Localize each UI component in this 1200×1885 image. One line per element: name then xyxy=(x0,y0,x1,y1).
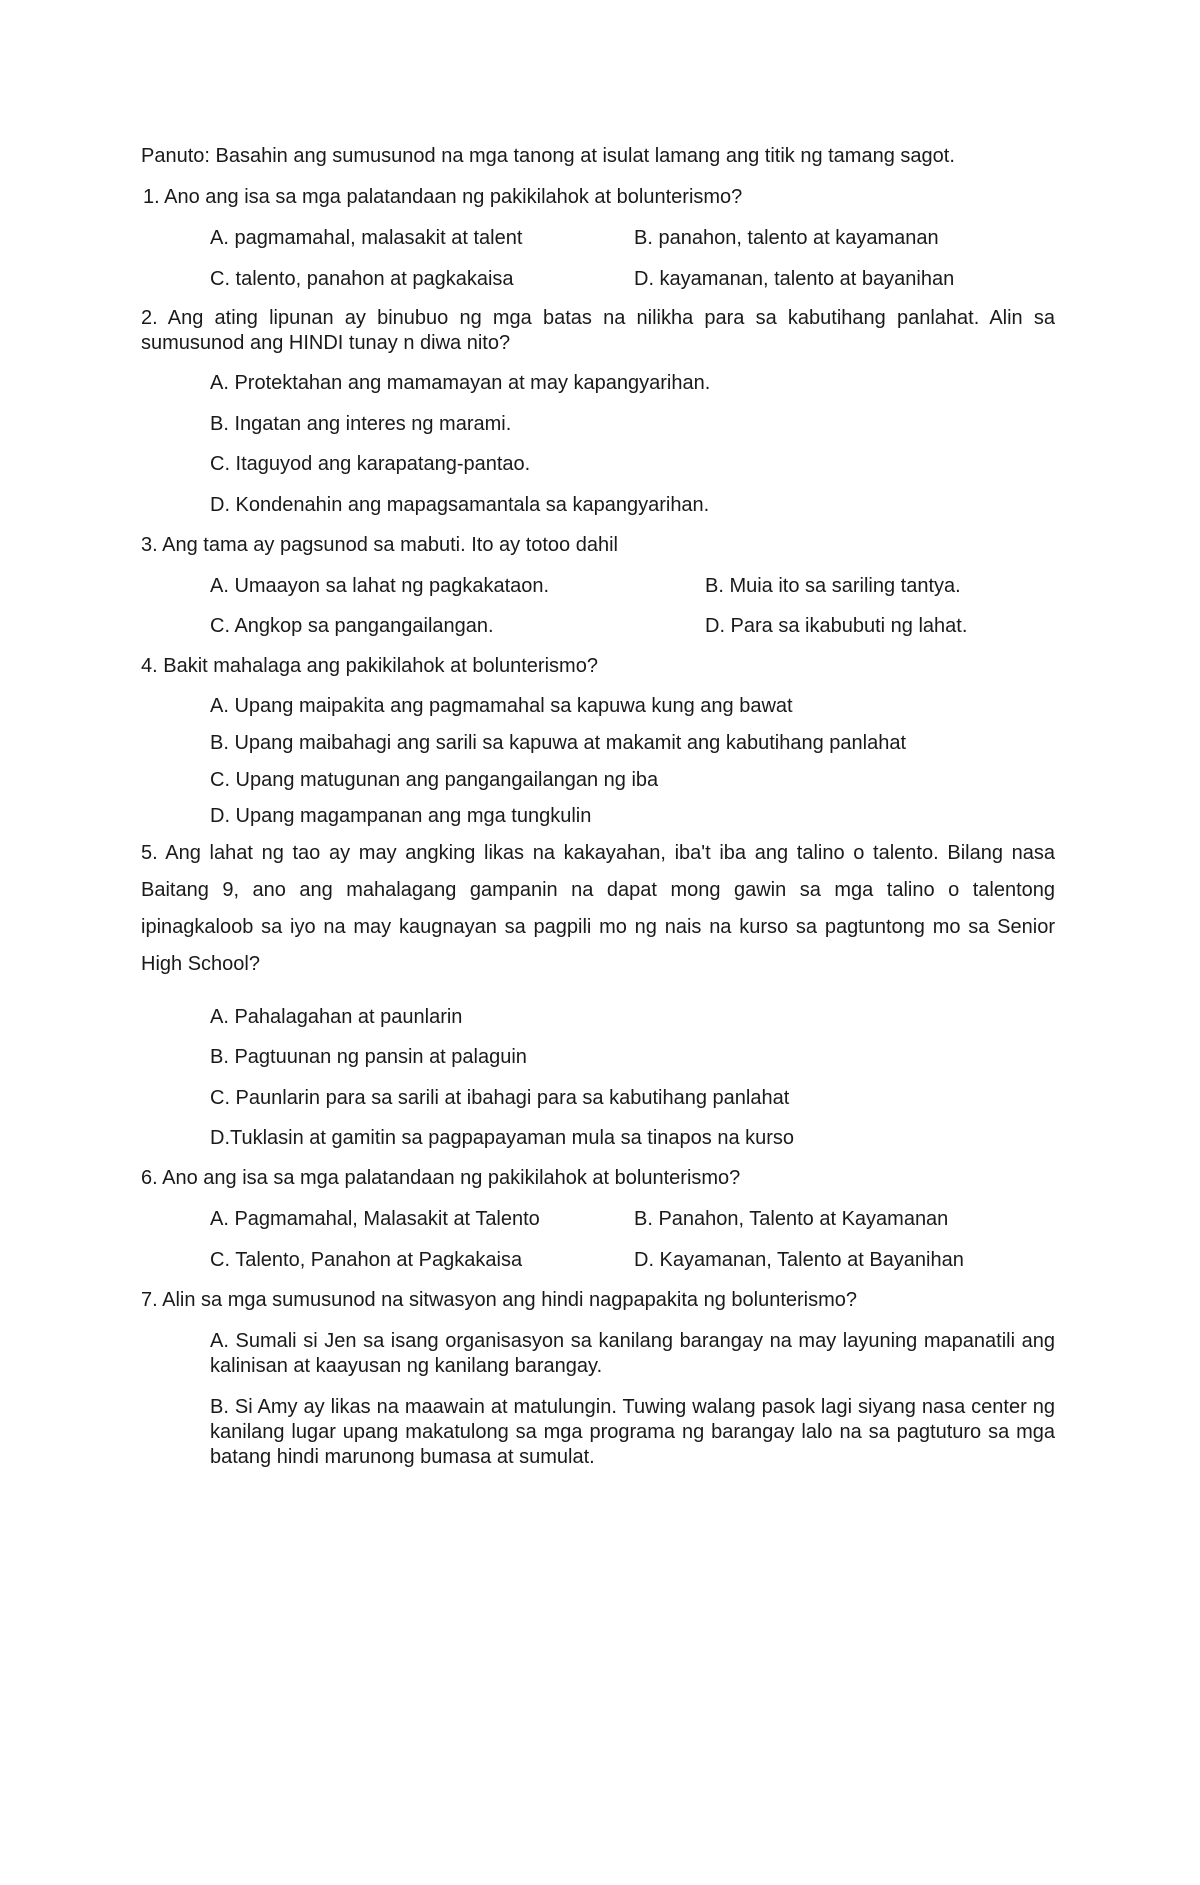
q4-choice-a: A. Upang maipakita ang pagmamahal sa kapuwa kung ang bawat xyxy=(210,695,793,717)
q2-choice-b: B. Ingatan ang interes ng marami. xyxy=(210,413,512,435)
q1-choice-b: B. panahon, talento at kayamanan xyxy=(634,227,939,249)
q6-choice-b: B. Panahon, Talento at Kayamanan xyxy=(634,1208,949,1230)
question-1: 1. Ano ang isa sa mga palatandaan ng pakikilahok at bolunterismo? xyxy=(143,186,743,208)
q6-choice-c: C. Talento, Panahon at Pagkakaisa xyxy=(210,1249,523,1271)
q6-choice-d: D. Kayamanan, Talento at Bayanihan xyxy=(634,1249,964,1271)
question-7: 7. Alin sa mga sumusunod na sitwasyon ang hindi nagpapakita ng bolunterismo? xyxy=(141,1289,858,1311)
q4-choice-c: C. Upang matugunan ang pangangailangan ng iba xyxy=(210,769,659,791)
q5-choice-c: C. Paunlarin para sa sarili at ibahagi para sa kabutihang panlahat xyxy=(210,1087,790,1109)
q2-choice-d: D. Kondenahin ang mapagsamantala sa kapangyarihan. xyxy=(210,494,710,516)
q4-choice-b: B. Upang maibahagi ang sarili sa kapuwa at makamit ang kabutihang panlahat xyxy=(210,732,906,754)
q7-choice-b: B. Si Amy ay likas na maawain at matulungin. Tuwing walang pasok lagi siyang nasa center ng kanilang lugar upang makatulong sa mga programa ng barangay lalo na sa pagtuturo sa mga batang hindi marunong bumasa at sumulat. xyxy=(210,1396,1055,1468)
q5-choice-a: A. Pahalagahan at paunlarin xyxy=(210,1006,463,1028)
q5-choice-d: D.Tuklasin at gamitin sa pagpapayaman mula sa tinapos na kurso xyxy=(210,1127,795,1149)
question-2: 2. Ang ating lipunan ay binubuo ng mga batas na nilikha para sa kabutihang panlahat. Alin sa sumusunod ang HINDI tunay n diwa nito? xyxy=(141,307,1055,354)
q3-choice-a: A. Umaayon sa lahat ng pagkakataon. xyxy=(210,575,550,597)
q2-choice-a: A. Protektahan ang mamamayan at may kapangyarihan. xyxy=(210,372,711,394)
q6-choice-a: A. Pagmamahal, Malasakit at Talento xyxy=(210,1208,540,1230)
question-5: 5. Ang lahat ng tao ay may angking likas na kakayahan, iba't iba ang talino o talento. Bilang nasa Baitang 9, ano ang mahalagang gampanin na dapat mong gawin sa mga talino o talentong ipinagkaloob sa iyo na may kaugnayan sa pagpili mo ng nais na kurso sa pagtuntong mo sa Senior High School? xyxy=(141,842,1055,975)
question-6: 6. Ano ang isa sa mga palatandaan ng pakikilahok at bolunterismo? xyxy=(141,1167,741,1189)
q3-choice-d: D. Para sa ikabubuti ng lahat. xyxy=(705,615,968,637)
q1-choice-d: D. kayamanan, talento at bayanihan xyxy=(634,268,955,290)
q2-choice-c: C. Itaguyod ang karapatang-pantao. xyxy=(210,453,531,475)
instruction-text: Panuto: Basahin ang sumusunod na mga tanong at isulat lamang ang titik ng tamang sagot. xyxy=(141,145,955,167)
q3-choice-c: C. Angkop sa pangangailangan. xyxy=(210,615,494,637)
q5-choice-b: B. Pagtuunan ng pansin at palaguin xyxy=(210,1046,527,1068)
q7-choice-a: A. Sumali si Jen sa isang organisasyon sa kanilang barangay na may layuning mapanatili ang kalinisan at kaayusan ng kanilang barangay. xyxy=(210,1330,1055,1377)
question-3: 3. Ang tama ay pagsunod sa mabuti. Ito ay totoo dahil xyxy=(141,534,618,556)
q4-choice-d: D. Upang magampanan ang mga tungkulin xyxy=(210,805,592,827)
q3-choice-b: B. Muia ito sa sariling tantya. xyxy=(705,575,961,597)
question-4: 4. Bakit mahalaga ang pakikilahok at bolunterismo? xyxy=(141,655,598,677)
q1-choice-a: A. pagmamahal, malasakit at talent xyxy=(210,227,523,249)
q1-choice-c: C. talento, panahon at pagkakaisa xyxy=(210,268,514,290)
